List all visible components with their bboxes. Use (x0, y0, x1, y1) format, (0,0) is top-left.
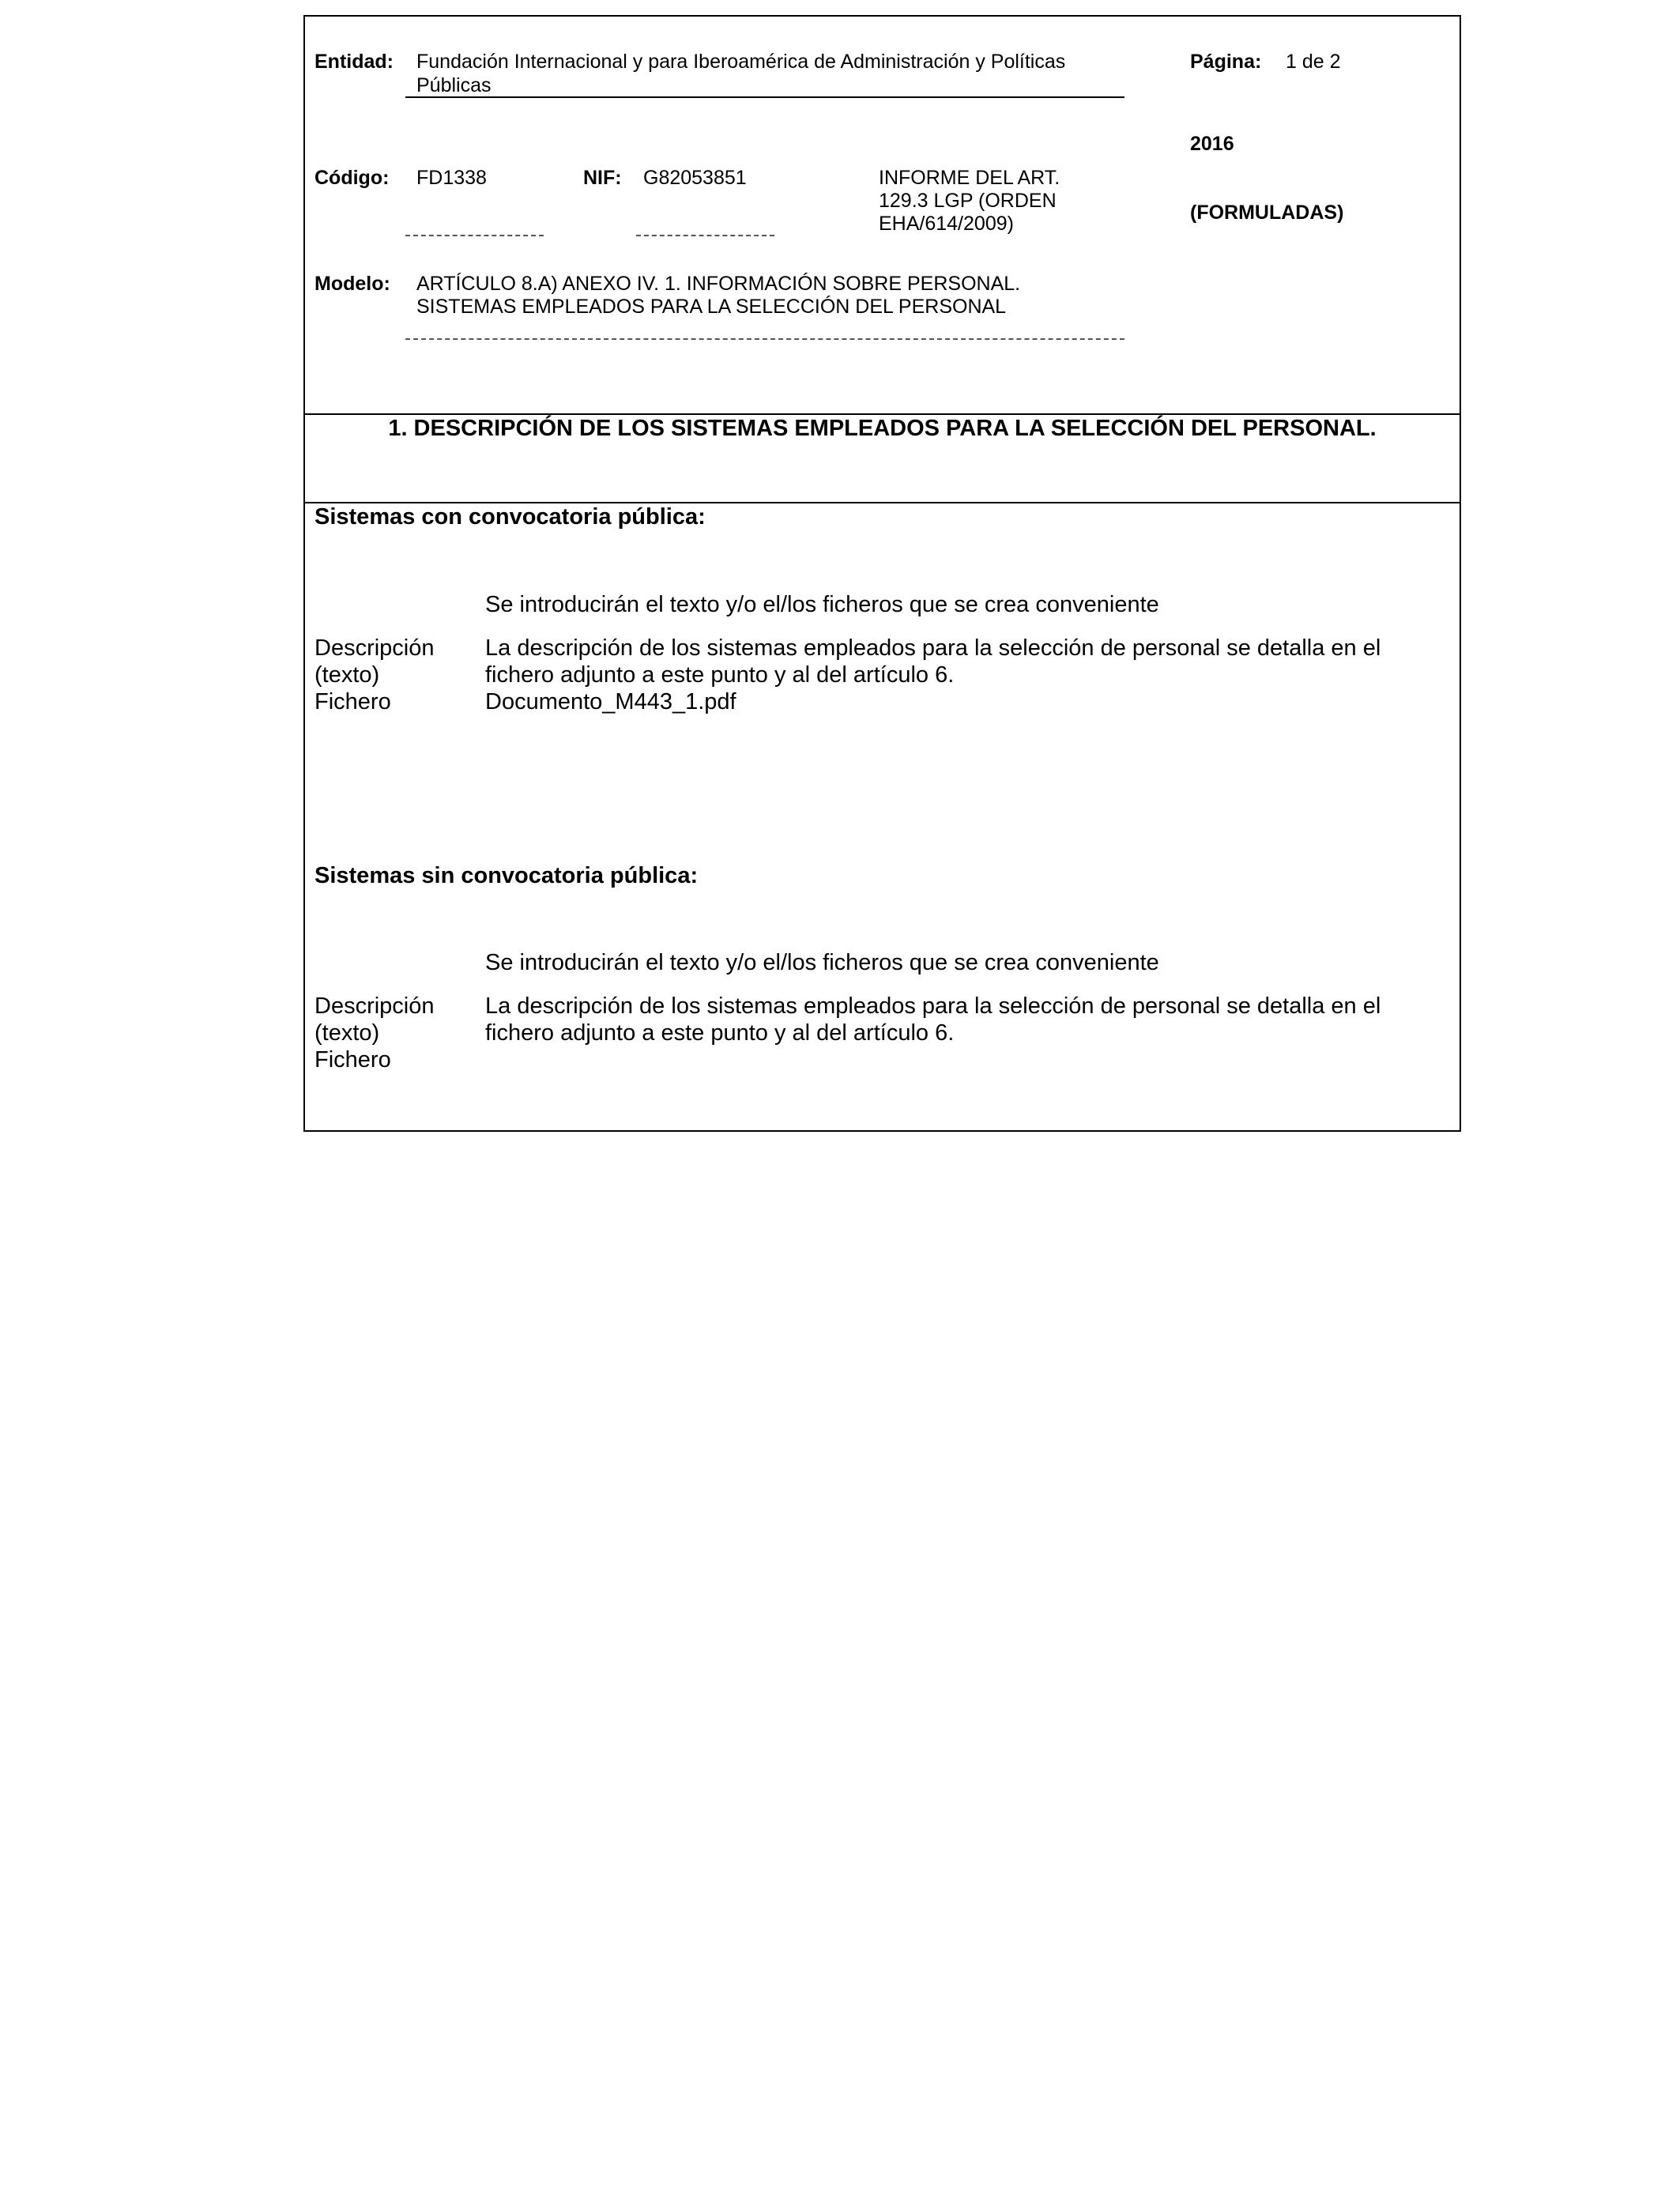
modelo-label: Modelo: (315, 273, 390, 295)
modelo-underline (405, 338, 1124, 340)
informe-line1: INFORME DEL ART. (879, 167, 1060, 189)
nif-underline (636, 235, 774, 236)
nif-value: G82053851 (643, 167, 747, 189)
con-convocatoria-hint: Se introducirán el texto y/o el/los ficheros que se crea conveniente (485, 592, 1159, 617)
entidad-label: Entidad: (315, 51, 394, 73)
formuladas: (FORMULADAS) (1190, 202, 1344, 224)
sin-desc-label-1: Descripción (315, 993, 435, 1019)
sin-convocatoria-heading: Sistemas sin convocatoria pública: (315, 863, 699, 888)
pagina-value: 1 de 2 (1286, 51, 1341, 73)
pagina-label: Página: (1190, 51, 1262, 73)
informe-line2: 129.3 LGP (ORDEN (879, 190, 1057, 212)
modelo-line1: ARTÍCULO 8.A) ANEXO IV. 1. INFORMACIÓN SOBRE PERSONAL. (416, 273, 1021, 295)
modelo-line2: SISTEMAS EMPLEADOS PARA LA SELECCIÓN DEL PERSONAL (416, 296, 1007, 318)
con-desc-line1: La descripción de los sistemas empleados para la selección de personal se detalla en el (485, 635, 1381, 661)
con-desc-label-2: (texto) (315, 662, 380, 688)
con-convocatoria-heading: Sistemas con convocatoria pública: (315, 504, 706, 530)
entidad-value-line2: Públicas (416, 74, 492, 96)
section-title: 1. DESCRIPCIÓN DE LOS SISTEMAS EMPLEADOS PARA LA SELECCIÓN DEL PERSONAL. (388, 416, 1377, 441)
codigo-value: FD1338 (416, 167, 487, 189)
entidad-underline (405, 96, 1124, 98)
sin-fichero-label: Fichero (315, 1047, 391, 1072)
entidad-value-line1: Fundación Internacional y para Iberoamérica de Administración y Políticas (416, 51, 1066, 73)
informe-line3: EHA/614/2009) (879, 213, 1014, 235)
con-fichero-label: Fichero (315, 689, 391, 714)
codigo-label: Código: (315, 167, 390, 189)
sin-desc-line1: La descripción de los sistemas empleados para la selección de personal se detalla en el (485, 993, 1381, 1019)
con-desc-line2: fichero adjunto a este punto y al del artículo 6. (485, 662, 955, 688)
sin-desc-label-2: (texto) (315, 1020, 380, 1046)
sin-desc-line2: fichero adjunto a este punto y al del artículo 6. (485, 1020, 955, 1046)
nif-label: NIF: (583, 167, 622, 189)
con-desc-label-1: Descripción (315, 635, 435, 661)
con-fichero-value[interactable]: Documento_M443_1.pdf (485, 689, 736, 714)
codigo-underline (405, 235, 544, 236)
year: 2016 (1190, 133, 1234, 155)
sin-convocatoria-hint: Se introducirán el texto y/o el/los ficheros que se crea conveniente (485, 950, 1159, 975)
